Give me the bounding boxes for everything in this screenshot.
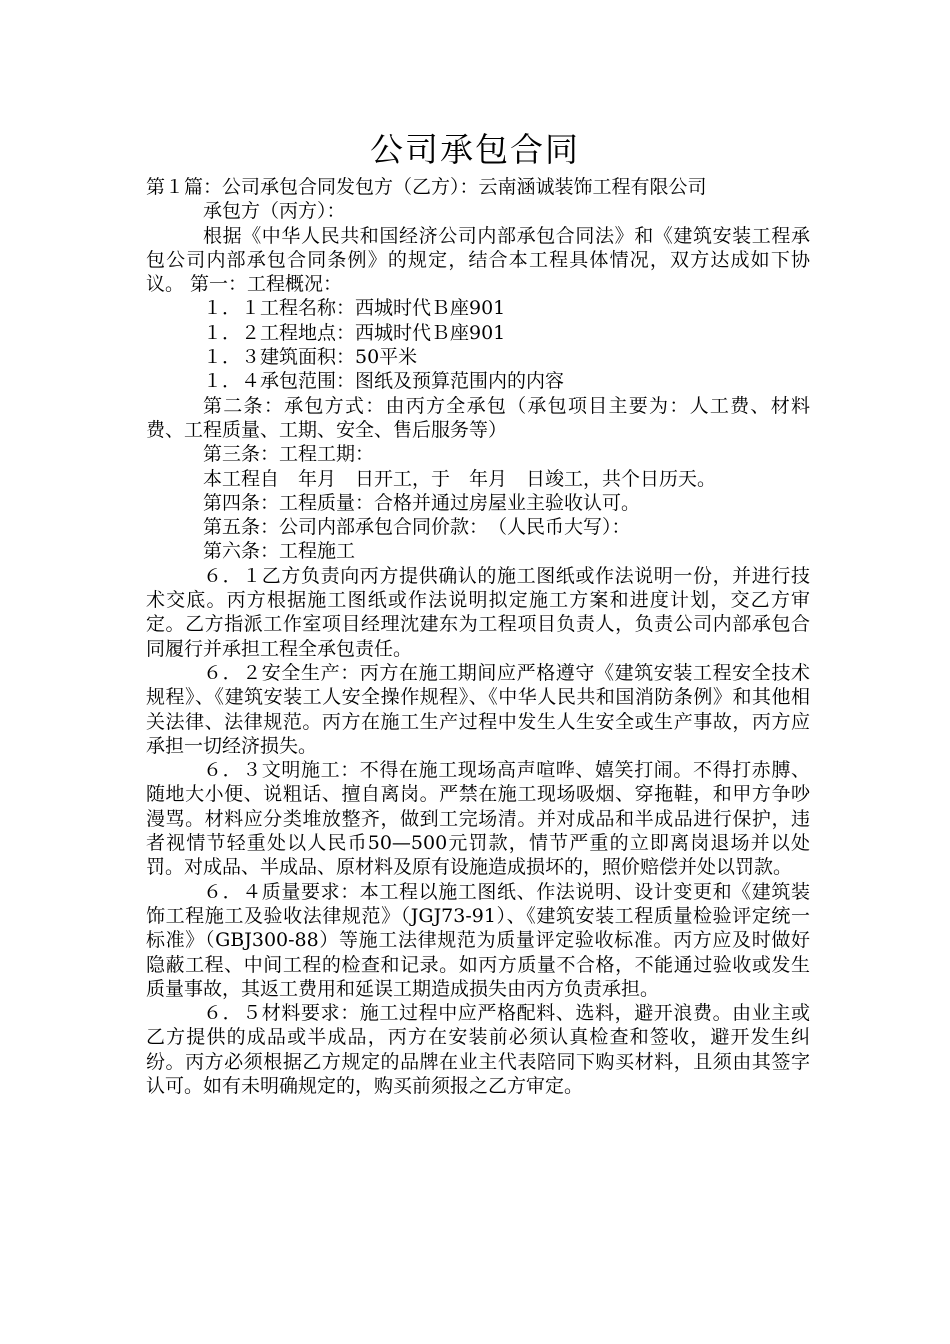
paragraph-8: 第二条：承包方式：由丙方全承包（承包项目主要为：人工费、材料费、工程质量、工期、安全、售后服务等） <box>146 394 810 441</box>
paragraph-2: 承包方（丙方）： <box>203 200 346 223</box>
paragraph-13: 第六条：工程施工 <box>203 540 356 563</box>
document-body <box>146 175 810 1098</box>
paragraph-1: 第１篇：公司承包合同发包方（乙方）：云南涵诚装饰工程有限公司 <box>146 176 707 198</box>
paragraph-12: 第五条：公司内部承包合同价款： （人民币大写）： <box>203 516 631 539</box>
paragraph-3: 根据《中华人民共和国经济公司内部承包合同法》和《建筑安装工程承包公司内部承包合同条例》的规定，结合本工程具体情况，双方达成如下协议。 第一：工程概况： <box>146 224 810 296</box>
paragraph-14: ６．１乙方负责向丙方提供确认的施工图纸或作法说明一份，并进行技术交底。丙方根据施工图纸或作法说明拟定施工方案和进度计划，交乙方审定。乙方指派工作室项目经理沈建东为工程项目负责人，负责公司内部承包合同履行并承担工程全承包责任。 <box>146 564 810 660</box>
paragraph-17: ６．４质量要求：本工程以施工图纸、作法说明、设计变更和《建筑装饰工程施工及验收法律规范》（JGJ73-91）、《建筑安装工程质量检验评定统一标准》（GBJ300-88）等施工法律规范为质量评定验收标准。丙方应及时做好隐蔽工程、中间工程的检查和记录。如丙方质量不合格，不能通过验收或发生质量事故，其返工费用和延误工期造成损失由丙方负责承担。 <box>146 880 810 1000</box>
paragraph-6: １．３建筑面积：50平米 <box>203 346 418 369</box>
paragraph-10: 本工程自 年月 日开工，于 年月 日竣工，共个日历天。 <box>203 467 717 490</box>
paragraph-9: 第三条：工程工期： <box>203 443 375 466</box>
paragraph-15: ６．２安全生产：丙方在施工期间应严格遵守《建筑安装工程安全技术规程》、《建筑安装工人安全操作规程》、《中华人民共和国消防条例》和其他相关法律、法律规范。丙方在施工生产过程中发生人生安全或生产事故，丙方应承担一切经济损失。 <box>146 661 810 757</box>
paragraph-16: ６．３文明施工：不得在施工现场高声喧哗、嬉笑打闹。不得打赤膊、随地大小便、说粗话、擅自离岗。严禁在施工现场吸烟、穿拖鞋，和甲方争吵漫骂。材料应分类堆放整齐，做到工完场清。并对成品和半成品进行保护，违者视情节轻重处以人民币50—500元罚款，情节严重的立即离岗退场并以处罚。对成品、半成品、原材料及原有设施造成损坏的，照价赔偿并处以罚款。 <box>146 759 810 879</box>
paragraph-5: １．２工程地点：西城时代Ｂ座901 <box>203 321 506 344</box>
paragraph-4: １．１工程名称：西城时代Ｂ座901 <box>203 297 506 320</box>
paragraph-11: 第四条：工程质量：合格并通过房屋业主验收认可。 <box>203 491 641 514</box>
document-title: 公司承包合同 <box>370 130 580 169</box>
paragraph-18: ６．５材料要求：施工过程中应严格配料、选料，避开浪费。由业主或乙方提供的成品或半成品，丙方在安装前必须认真检查和签收，避开发生纠纷。丙方必须根据乙方规定的品牌在业主代表陪同下购买材料，且须由其签字认可。如有未明确规定的，购买前须报之乙方审定。 <box>146 1002 810 1097</box>
paragraph-7: １．４承包范围：图纸及预算范围内的内容 <box>203 370 565 393</box>
